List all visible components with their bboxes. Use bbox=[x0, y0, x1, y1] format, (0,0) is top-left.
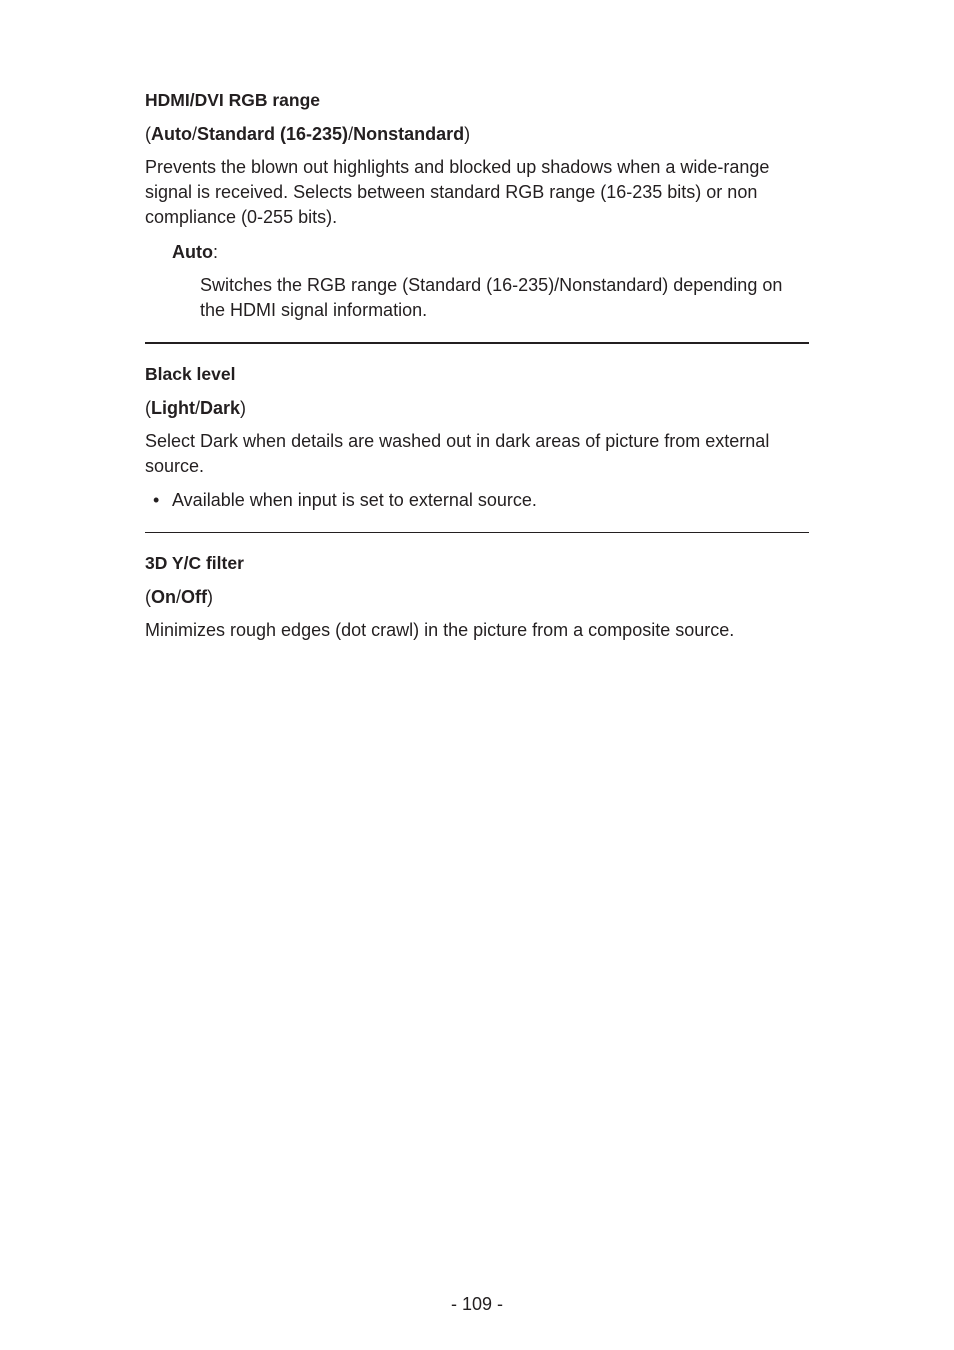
option-light: Light bbox=[151, 398, 195, 418]
section-description: Minimizes rough edges (dot crawl) in the picture from a composite source. bbox=[145, 620, 735, 640]
option-auto: Auto bbox=[151, 124, 192, 144]
option-list bbox=[145, 396, 809, 420]
option-standard: Standard (16-235) bbox=[197, 124, 349, 144]
option-list bbox=[145, 122, 809, 146]
section-3d-yc-filter bbox=[145, 551, 809, 643]
option-on: On bbox=[151, 587, 176, 607]
section-description: Select Dark when details are washed out in dark areas of picture from external source. bbox=[145, 431, 770, 476]
section-black-level bbox=[145, 362, 809, 512]
section-title: 3D Y/C filter bbox=[145, 553, 244, 573]
manual-page-content bbox=[145, 88, 809, 643]
paren-open: ( bbox=[145, 398, 151, 418]
paren-open: ( bbox=[145, 587, 151, 607]
option-separator: / bbox=[176, 587, 182, 607]
paren-open: ( bbox=[145, 124, 151, 144]
option-separator: / bbox=[191, 124, 197, 144]
bullet-text: Available when input is set to external source. bbox=[172, 490, 537, 510]
section-description: Prevents the blown out highlights and blocked up shadows when a wide-range signal is received. Selects between standard RGB range (16-235 bits) or non compliance (0-255 bits). bbox=[145, 157, 770, 227]
bullet-icon: • bbox=[153, 490, 160, 510]
section-hdmi-dvi-rgb-range bbox=[145, 88, 809, 323]
option-nonstandard: Nonstandard bbox=[353, 124, 465, 144]
section-title: HDMI/DVI RGB range bbox=[145, 90, 321, 110]
sub-term-auto bbox=[172, 240, 809, 264]
section-divider bbox=[145, 342, 809, 344]
option-separator: / bbox=[194, 398, 200, 418]
paren-close: ) bbox=[207, 587, 214, 607]
paren-close: ) bbox=[464, 124, 471, 144]
page-number: - 109 - bbox=[450, 1294, 504, 1314]
option-dark: Dark bbox=[200, 398, 241, 418]
option-off: Off bbox=[181, 587, 208, 607]
section-title: Black level bbox=[145, 364, 236, 384]
bullet-note bbox=[153, 488, 809, 512]
option-list bbox=[145, 585, 809, 609]
section-divider bbox=[145, 532, 809, 533]
sub-term-label: Auto bbox=[172, 242, 213, 262]
sub-term-colon: : bbox=[212, 242, 218, 262]
paren-close: ) bbox=[240, 398, 247, 418]
option-separator: / bbox=[348, 124, 354, 144]
sub-term-description: Switches the RGB range (Standard (16-235)/Nonstandard) depending on the HDMI signal information. bbox=[200, 275, 783, 320]
